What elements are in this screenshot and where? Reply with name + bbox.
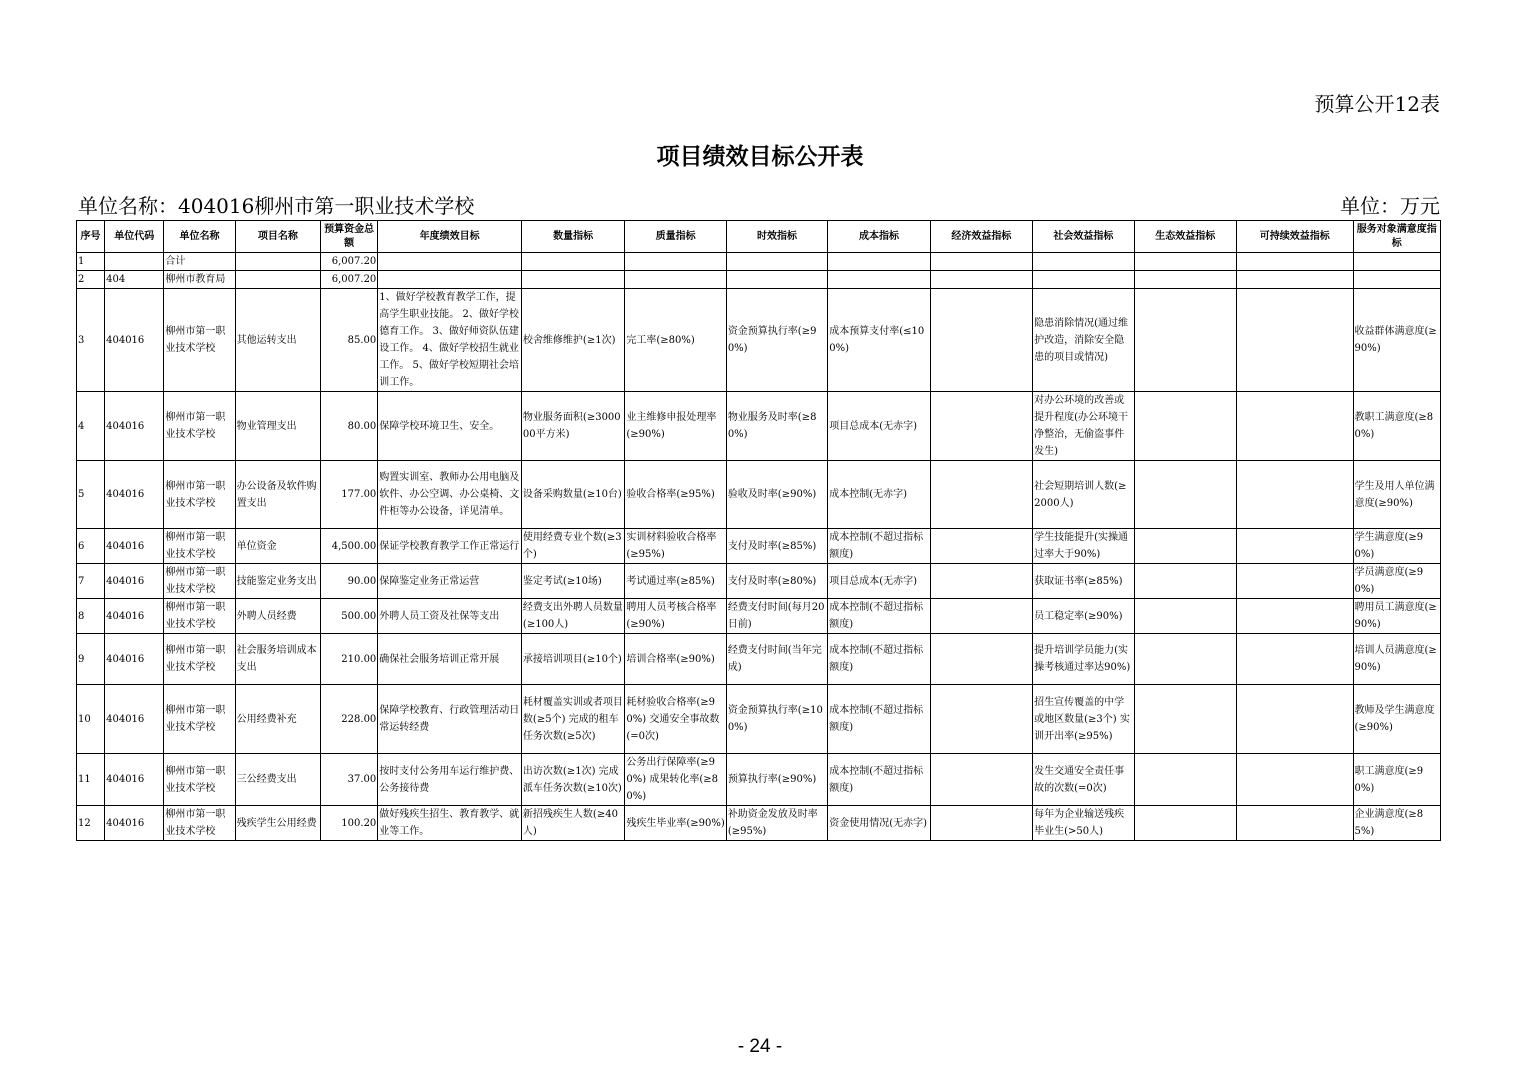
cell-quality [625, 253, 726, 271]
cell-budget-total: 6,007.20 [321, 271, 378, 289]
cell-unit-code [105, 253, 164, 271]
cell-satisfaction: 职工满意度(≥90%) [1353, 754, 1441, 806]
cell-project-name: 技能鉴定业务支出 [235, 564, 320, 599]
cell-satisfaction: 培训人员满意度(≥90%) [1353, 634, 1441, 685]
column-header: 质量指标 [625, 221, 726, 253]
cell-quantity: 校舍维修维护(≥1次) [521, 289, 624, 392]
column-header: 单位代码 [105, 221, 164, 253]
cell-satisfaction: 教职工满意度(≥80%) [1353, 392, 1441, 461]
cell-economic [930, 461, 1032, 529]
cell-unit-name: 柳州市第一职业技术学校 [164, 289, 235, 392]
table-row [77, 806, 1441, 841]
cell-project-name: 社会服务培训成本支出 [235, 634, 320, 685]
column-header: 服务对象满意度指标 [1353, 221, 1441, 253]
cell-cost: 成本控制(不超过指标额度) [828, 529, 930, 564]
column-header: 经济效益指标 [930, 221, 1032, 253]
cell-economic [930, 599, 1032, 634]
cell-social: 社会短期培训人数(≥2000人) [1033, 461, 1134, 529]
cell-cost [828, 271, 930, 289]
cell-unit-name: 柳州市第一职业技术学校 [164, 564, 235, 599]
unit-name-label: 单位名称：404016柳州市第一职业技术学校 [78, 194, 475, 218]
cell-unit-code: 404 [105, 271, 164, 289]
cell-annual-target: 做好残疾生招生、教育教学、就业等工作。 [378, 806, 522, 841]
cell-project-name: 其他运转支出 [235, 289, 320, 392]
cell-ecological [1134, 634, 1236, 685]
table-row [77, 634, 1441, 685]
cell-economic [930, 806, 1032, 841]
cell-satisfaction: 企业满意度(≥85%) [1353, 806, 1441, 841]
cell-cost: 资金使用情况(无赤字) [828, 806, 930, 841]
cell-quality: 业主维修申报处理率(≥90%) [625, 392, 726, 461]
cell-index: 1 [77, 253, 105, 271]
cell-budget-total: 37.00 [321, 754, 378, 806]
cell-annual-target [378, 253, 522, 271]
cell-sustainable [1237, 289, 1354, 392]
cell-economic [930, 634, 1032, 685]
cell-timeliness [726, 253, 827, 271]
cell-ecological [1134, 289, 1236, 392]
cell-timeliness [726, 271, 827, 289]
cell-satisfaction: 收益群体满意度(≥90%) [1353, 289, 1441, 392]
cell-index: 12 [77, 806, 105, 841]
cell-unit-code: 404016 [105, 529, 164, 564]
cell-index: 10 [77, 685, 105, 754]
cell-quality: 残疾生毕业率(≥90%) [625, 806, 726, 841]
cell-sustainable [1237, 754, 1354, 806]
cell-timeliness: 补助资金发放及时率(≥95%) [726, 806, 827, 841]
cell-annual-target: 购置实训室、教师办公用电脑及软件、办公空调、办公桌椅、文件柜等办公设备，详见清单。 [378, 461, 522, 529]
cell-quantity: 承接培训项目(≥10个) [521, 634, 624, 685]
cell-budget-total: 85.00 [321, 289, 378, 392]
cell-timeliness: 经费支付时间(当年完成) [726, 634, 827, 685]
table-row [77, 529, 1441, 564]
cell-satisfaction [1353, 253, 1441, 271]
cell-timeliness: 物业服务及时率(≥80%) [726, 392, 827, 461]
cell-economic [930, 685, 1032, 754]
cell-economic [930, 392, 1032, 461]
cell-quality: 实训材料验收合格率(≥95%) [625, 529, 726, 564]
cell-timeliness: 验收及时率(≥90%) [726, 461, 827, 529]
cell-project-name [235, 271, 320, 289]
column-header: 预算资金总额 [321, 221, 378, 253]
table-row [77, 564, 1441, 599]
cell-cost: 成本控制(不超过指标额度) [828, 599, 930, 634]
cell-timeliness: 支付及时率(≥85%) [726, 529, 827, 564]
cell-quantity: 新招残疾生人数(≥40人) [521, 806, 624, 841]
cell-cost: 成本控制(不超过指标额度) [828, 634, 930, 685]
cell-index: 5 [77, 461, 105, 529]
cell-quality: 验收合格率(≥95%) [625, 461, 726, 529]
cell-sustainable [1237, 634, 1354, 685]
cell-ecological [1134, 392, 1236, 461]
currency-unit-label: 单位：万元 [1340, 194, 1440, 218]
cell-ecological [1134, 253, 1236, 271]
cell-cost: 成本控制(不超过指标额度) [828, 685, 930, 754]
cell-timeliness: 经费支付时间(每月20日前) [726, 599, 827, 634]
cell-budget-total: 80.00 [321, 392, 378, 461]
cell-quality: 考试通过率(≥85%) [625, 564, 726, 599]
cell-budget-total: 90.00 [321, 564, 378, 599]
table-row [77, 599, 1441, 634]
cell-sustainable [1237, 806, 1354, 841]
cell-quality: 培训合格率(≥90%) [625, 634, 726, 685]
cell-satisfaction: 学生满意度(≥90%) [1353, 529, 1441, 564]
cell-social [1033, 253, 1134, 271]
column-header: 可持续效益指标 [1237, 221, 1354, 253]
cell-index: 8 [77, 599, 105, 634]
cell-index: 11 [77, 754, 105, 806]
cell-project-name [235, 253, 320, 271]
cell-project-name: 物业管理支出 [235, 392, 320, 461]
cell-unit-name: 柳州市第一职业技术学校 [164, 685, 235, 754]
cell-annual-target: 按时支付公务用车运行维护费、公务接待费 [378, 754, 522, 806]
cell-annual-target: 外聘人员工资及社保等支出 [378, 599, 522, 634]
cell-social: 对办公环境的改善或提升程度(办公环境干净整治，无偷盗事件发生) [1033, 392, 1134, 461]
cell-social: 招生宣传覆盖的中学或地区数量(≥3个) 实训开出率(≥95%) [1033, 685, 1134, 754]
cell-satisfaction: 学生及用人单位满意度(≥90%) [1353, 461, 1441, 529]
cell-satisfaction: 聘用员工满意度(≥90%) [1353, 599, 1441, 634]
cell-social: 发生交通安全责任事故的次数(=0次) [1033, 754, 1134, 806]
cell-quantity: 耗材覆盖实训或者项目数(≥5个) 完成的租车任务次数(≥5次) [521, 685, 624, 754]
cell-economic [930, 289, 1032, 392]
table-number-label: 预算公开12表 [1314, 92, 1440, 116]
cell-ecological [1134, 529, 1236, 564]
cell-cost: 项目总成本(无赤字) [828, 564, 930, 599]
column-header: 时效指标 [726, 221, 827, 253]
column-header: 生态效益指标 [1134, 221, 1236, 253]
cell-project-name: 三公经费支出 [235, 754, 320, 806]
cell-unit-name: 柳州市第一职业技术学校 [164, 806, 235, 841]
cell-project-name: 残疾学生公用经费 [235, 806, 320, 841]
cell-quality [625, 271, 726, 289]
table-row [77, 271, 1441, 289]
cell-project-name: 公用经费补充 [235, 685, 320, 754]
cell-sustainable [1237, 461, 1354, 529]
cell-cost: 成本控制(无赤字) [828, 461, 930, 529]
cell-ecological [1134, 685, 1236, 754]
cell-sustainable [1237, 271, 1354, 289]
cell-budget-total: 4,500.00 [321, 529, 378, 564]
cell-annual-target: 确保社会服务培训正常开展 [378, 634, 522, 685]
cell-timeliness: 支付及时率(≥80%) [726, 564, 827, 599]
cell-quantity: 经费支出外聘人员数量(≥100人) [521, 599, 624, 634]
column-header: 单位名称 [164, 221, 235, 253]
cell-sustainable [1237, 392, 1354, 461]
cell-quantity [521, 271, 624, 289]
cell-unit-code: 404016 [105, 634, 164, 685]
cell-unit-code: 404016 [105, 685, 164, 754]
cell-ecological [1134, 461, 1236, 529]
cell-cost: 成本预算支付率(≤100%) [828, 289, 930, 392]
cell-satisfaction [1353, 271, 1441, 289]
cell-annual-target: 保障学校环境卫生、安全。 [378, 392, 522, 461]
column-header: 项目名称 [235, 221, 320, 253]
cell-unit-name: 柳州市教育局 [164, 271, 235, 289]
cell-annual-target [378, 271, 522, 289]
cell-unit-code: 404016 [105, 392, 164, 461]
cell-annual-target: 保证学校教育教学工作正常运行 [378, 529, 522, 564]
cell-annual-target: 1、做好学校教育教学工作，提高学生职业技能。 2、做好学校德育工作。 3、做好师资队伍建设工作。 4、做好学校招生就业工作。 5、做好学校短期社会培训工作。 [378, 289, 522, 392]
cell-annual-target: 保障鉴定业务正常运营 [378, 564, 522, 599]
table-row [77, 685, 1441, 754]
cell-economic [930, 253, 1032, 271]
cell-social: 隐患消除情况(通过维护改造，消除安全隐患的项目或情况) [1033, 289, 1134, 392]
cell-annual-target: 保障学校教育、行政管理活动日常运转经费 [378, 685, 522, 754]
cell-economic [930, 529, 1032, 564]
cell-ecological [1134, 599, 1236, 634]
cell-economic [930, 754, 1032, 806]
cell-social: 每年为企业输送残疾毕业生(>50人) [1033, 806, 1134, 841]
cell-index: 3 [77, 289, 105, 392]
performance-target-table [76, 220, 1441, 841]
cell-social: 获取证书率(≥85%) [1033, 564, 1134, 599]
cell-index: 2 [77, 271, 105, 289]
cell-unit-name: 合计 [164, 253, 235, 271]
cell-index: 6 [77, 529, 105, 564]
cell-cost [828, 253, 930, 271]
cell-social: 员工稳定率(≥90%) [1033, 599, 1134, 634]
cell-satisfaction: 教师及学生满意度(≥90%) [1353, 685, 1441, 754]
table-body [77, 253, 1441, 841]
column-header: 成本指标 [828, 221, 930, 253]
cell-unit-code: 404016 [105, 289, 164, 392]
cell-index: 7 [77, 564, 105, 599]
cell-budget-total: 228.00 [321, 685, 378, 754]
cell-sustainable [1237, 253, 1354, 271]
cell-social [1033, 271, 1134, 289]
cell-unit-name: 柳州市第一职业技术学校 [164, 754, 235, 806]
cell-unit-code: 404016 [105, 806, 164, 841]
table-row [77, 392, 1441, 461]
page-title: 项目绩效目标公开表 [656, 144, 864, 170]
cell-budget-total: 100.20 [321, 806, 378, 841]
table-row [77, 289, 1441, 392]
header-row [77, 221, 1441, 253]
cell-unit-code: 404016 [105, 564, 164, 599]
cell-cost: 项目总成本(无赤字) [828, 392, 930, 461]
cell-timeliness: 资金预算执行率(≥90%) [726, 289, 827, 392]
cell-unit-name: 柳州市第一职业技术学校 [164, 529, 235, 564]
cell-index: 4 [77, 392, 105, 461]
cell-project-name: 单位资金 [235, 529, 320, 564]
cell-quality: 完工率(≥80%) [625, 289, 726, 392]
cell-sustainable [1237, 564, 1354, 599]
cell-unit-name: 柳州市第一职业技术学校 [164, 599, 235, 634]
cell-unit-name: 柳州市第一职业技术学校 [164, 392, 235, 461]
cell-unit-name: 柳州市第一职业技术学校 [164, 461, 235, 529]
cell-sustainable [1237, 529, 1354, 564]
cell-project-name: 外聘人员经费 [235, 599, 320, 634]
cell-cost: 成本控制(不超过指标额度) [828, 754, 930, 806]
cell-budget-total: 6,007.20 [321, 253, 378, 271]
cell-sustainable [1237, 599, 1354, 634]
cell-economic [930, 564, 1032, 599]
cell-unit-name: 柳州市第一职业技术学校 [164, 634, 235, 685]
cell-quality: 公务出行保障率(≥90%) 成果转化率(≥80%) [625, 754, 726, 806]
cell-satisfaction: 学员满意度(≥90%) [1353, 564, 1441, 599]
column-header: 年度绩效目标 [378, 221, 522, 253]
cell-unit-code: 404016 [105, 461, 164, 529]
cell-quality: 耗材验收合格率(≥90%) 交通安全事故数(=0次) [625, 685, 726, 754]
cell-quantity: 设备采购数量(≥10台) [521, 461, 624, 529]
cell-quantity [521, 253, 624, 271]
cell-index: 9 [77, 634, 105, 685]
cell-project-name: 办公设备及软件购置支出 [235, 461, 320, 529]
cell-sustainable [1237, 685, 1354, 754]
cell-timeliness: 预算执行率(≥90%) [726, 754, 827, 806]
table-row [77, 253, 1441, 271]
cell-ecological [1134, 754, 1236, 806]
cell-ecological [1134, 806, 1236, 841]
cell-unit-code: 404016 [105, 754, 164, 806]
column-header: 数量指标 [521, 221, 624, 253]
column-header: 社会效益指标 [1033, 221, 1134, 253]
cell-quantity: 鉴定考试(≥10场) [521, 564, 624, 599]
cell-quantity: 出访次数(≥1次) 完成派车任务次数(≥10次) [521, 754, 624, 806]
cell-ecological [1134, 564, 1236, 599]
cell-ecological [1134, 271, 1236, 289]
cell-quality: 聘用人员考核合格率(≥90%) [625, 599, 726, 634]
cell-quantity: 物业服务面积(≥300000平方米) [521, 392, 624, 461]
cell-budget-total: 210.00 [321, 634, 378, 685]
cell-timeliness: 资金预算执行率(≥100%) [726, 685, 827, 754]
column-header: 序号 [77, 221, 105, 253]
cell-unit-code: 404016 [105, 599, 164, 634]
page-number: - 24 - [737, 1036, 783, 1057]
cell-budget-total: 500.00 [321, 599, 378, 634]
cell-economic [930, 271, 1032, 289]
cell-social: 学生技能提升(实操通过率大于90%) [1033, 529, 1134, 564]
cell-budget-total: 177.00 [321, 461, 378, 529]
table-row [77, 754, 1441, 806]
table-row [77, 461, 1441, 529]
cell-social: 提升培训学员能力(实操考核通过率达90%) [1033, 634, 1134, 685]
cell-quantity: 使用经费专业个数(≥3个) [521, 529, 624, 564]
